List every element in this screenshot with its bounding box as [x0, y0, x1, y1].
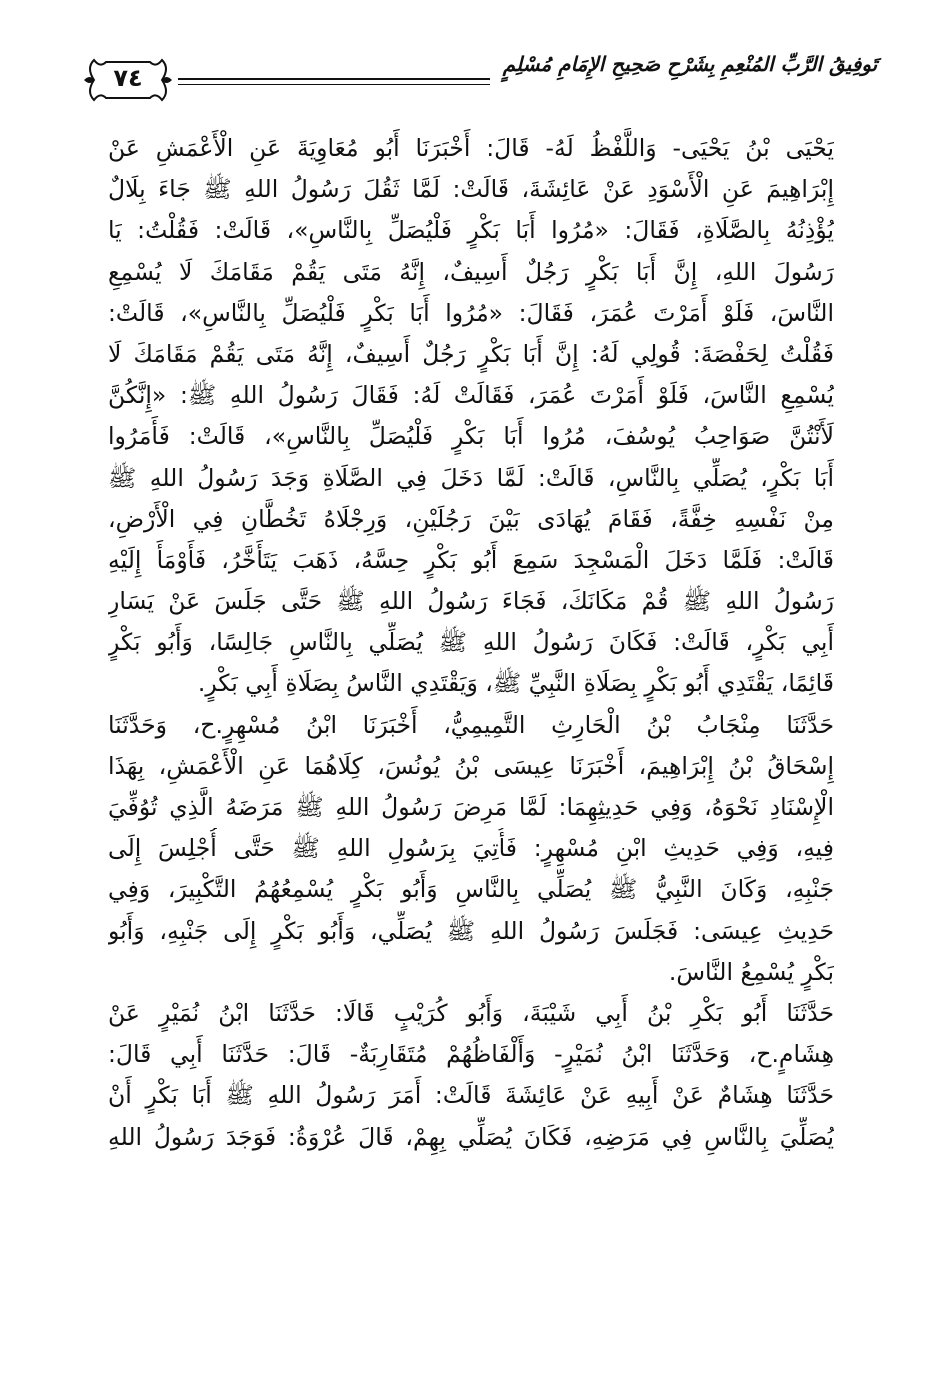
- text-line: إِسْحَاقُ بْنُ إِبْرَاهِيمَ، أَخْبَرَنَا عِيسَى بْنُ يُونُسَ، كِلَاهُمَا عَنِ الْأَعْمَشِ، بِهَذَا: [108, 751, 834, 780]
- text-line: بَكْرٍ يُسْمِعُ النَّاسَ.: [668, 957, 834, 986]
- header-rule-thin: [178, 84, 490, 85]
- text-line: هِشَامٍ.ح، وَحَدَّثَنَا ابْنُ نُمَيْرٍ- وَأَلْفَاظُهُمْ مُتَقَارِبَةٌ- قَالَ: حَدَّثَنَا أَبِي قَالَ:: [108, 1040, 834, 1069]
- paragraph-1: [108, 128, 834, 705]
- running-header: [60, 48, 880, 118]
- book-title: تَوفِيقُ الرَّبِّ المُنْعِمِ بِشَرْحِ صَحِيحِ الإِمَامِ مُسْلِمٍ: [502, 52, 878, 76]
- text-line: يَحْيَى بْنُ يَحْيَى- وَاللَّفْظُ لَهُ- قَالَ: أَخْبَرَنَا أَبُو مُعَاوِيَةَ عَنِ الْأَعْمَشِ عَنْ: [108, 134, 834, 162]
- text-line: رَسُولُ اللهِ ﷺ قُمْ مَكَانَكَ، فَجَاءَ رَسُولُ اللهِ ﷺ حَتَّى جَلَسَ عَنْ يَسَارِ: [108, 587, 834, 616]
- text-line: فَقُلْتُ لِحَفْصَةَ: قُولِي لَهُ: إِنَّ أَبَا بَكْرٍ رَجُلٌ أَسِيفٌ، إِنَّهُ مَتَى يَقُمْ مَقَامَكَ لَا: [108, 339, 834, 368]
- text-line: حَدِيثِ عِيسَى: فَجَلَسَ رَسُولُ اللهِ ﷺ يُصَلِّي، وَأَبُو بَكْرٍ إِلَى جَنْبِهِ، وَأَبُو: [108, 916, 834, 945]
- text-line: أَبَا بَكْرٍ، يُصَلِّي بِالنَّاسِ، قَالَتْ: لَمَّا دَخَلَ فِي الصَّلَاةِ وَجَدَ رَسُولُ اللهِ ﷺ: [108, 463, 834, 492]
- paragraph-3: [108, 993, 834, 1158]
- text-line: النَّاسَ، فَلَوْ أَمَرْتَ عُمَرَ، فَقَالَ: «مُرُوا أَبَا بَكْرٍ فَلْيُصَلِّ بِالنَّاسِ»، قَالَتْ:: [108, 298, 834, 327]
- text-line: قَالَتْ: فَلَمَّا دَخَلَ الْمَسْجِدَ سَمِعَ أَبُو بَكْرٍ حِسَّهُ، ذَهَبَ يَتَأَخَّرُ، فَأَوْمَأَ إِلَيْهِ: [108, 545, 834, 574]
- text-line: حَدَّثَنَا أَبُو بَكْرِ بْنُ أَبِي شَيْبَةَ، وَأَبُو كُرَيْبٍ قَالَا: حَدَّثَنَا ابْنُ نُمَيْرٍ عَنْ: [108, 998, 834, 1027]
- text-line: يُسْمِعِ النَّاسَ، فَلَوْ أَمَرْتَ عُمَرَ، فَقَالَتْ لَهُ: فَقَالَ رَسُولُ اللهِ ﷺ: «إِنَّكُنَّ: [108, 381, 834, 410]
- text-line: حَدَّثَنَا مِنْجَابُ بْنُ الْحَارِثِ التَّمِيمِيُّ، أَخْبَرَنَا ابْنُ مُسْهِرٍ.ح، وَحَدَّثَنَا: [108, 710, 834, 739]
- text-line: حَدَّثَنَا هِشَامٌ عَنْ أَبِيهِ عَنْ عَائِشَةَ قَالَتْ: أَمَرَ رَسُولُ اللهِ ﷺ أَبَا بَكْرٍ أَنْ: [108, 1081, 834, 1110]
- text-line: جَنْبِهِ، وَكَانَ النَّبِيُّ ﷺ يُصَلِّي بِالنَّاسِ وَأَبُو بَكْرٍ يُسْمِعُهُمُ التَّكْبِيرَ، وَفِي: [108, 875, 834, 904]
- page-number-badge: [80, 54, 176, 106]
- page-body: [108, 128, 834, 1158]
- paragraph-2: [108, 705, 834, 993]
- text-line: يُؤْذِنُهُ بِالصَّلَاةِ، فَقَالَ: «مُرُوا أَبَا بَكْرٍ فَلْيُصَلِّ بِالنَّاسِ»، قَالَتْ: فَقُلْتُ: يَا: [108, 216, 834, 245]
- text-line: يُصَلِّيَ بِالنَّاسِ فِي مَرَضِهِ، فَكَانَ يُصَلِّي بِهِمْ، قَالَ عُرْوَةُ: فَوَجَدَ رَسُولُ اللهِ: [108, 1122, 834, 1151]
- text-line: قَائِمًا، يَقْتَدِي أَبُو بَكْرٍ بِصَلَاةِ النَّبِيِّ ﷺ، وَيَقْتَدِي النَّاسُ بِصَلَاةِ أَبِي بَكْرٍ.: [197, 669, 834, 698]
- text-line: لَأَنْتُنَّ صَوَاحِبُ يُوسُفَ، مُرُوا أَبَا بَكْرٍ فَلْيُصَلِّ بِالنَّاسِ»، قَالَتْ: فَأَمَرُوا: [108, 422, 834, 451]
- page-number: ٧٤: [113, 64, 143, 92]
- text-line: مِنْ نَفْسِهِ خِفَّةً، فَقَامَ يُهَادَى بَيْنَ رَجُلَيْنِ، وَرِجْلَاهُ تَخُطَّانِ فِي الْأَرْضِ،: [108, 504, 834, 533]
- header-rule: [178, 78, 490, 80]
- text-line: الْإِسْنَادِ نَحْوَهُ، وَفِي حَدِيثِهِمَا: لَمَّا مَرِضَ رَسُولُ اللهِ ﷺ مَرَضَهُ الَّذِي تُوُفِّيَ: [108, 793, 834, 821]
- text-line: أَبِي بَكْرٍ، قَالَتْ: فَكَانَ رَسُولُ اللهِ ﷺ يُصَلِّي بِالنَّاسِ جَالِسًا، وَأَبُو بَكْرٍ: [108, 628, 834, 657]
- text-line: فِيهِ، وَفِي حَدِيثِ ابْنِ مُسْهِرٍ: فَأُتِيَ بِرَسُولِ اللهِ ﷺ حَتَّى أُجْلِسَ إِلَى: [108, 834, 834, 863]
- text-line: إِبْرَاهِيمَ عَنِ الْأَسْوَدِ عَنْ عَائِشَةَ، قَالَتْ: لَمَّا ثَقُلَ رَسُولُ اللهِ ﷺ جَاءَ بِلَالٌ: [108, 175, 834, 204]
- text-line: رَسُولَ اللهِ، إِنَّ أَبَا بَكْرٍ رَجُلٌ أَسِيفٌ، إِنَّهُ مَتَى يَقُمْ مَقَامَكَ لَا يُسْمِعِ: [108, 257, 834, 286]
